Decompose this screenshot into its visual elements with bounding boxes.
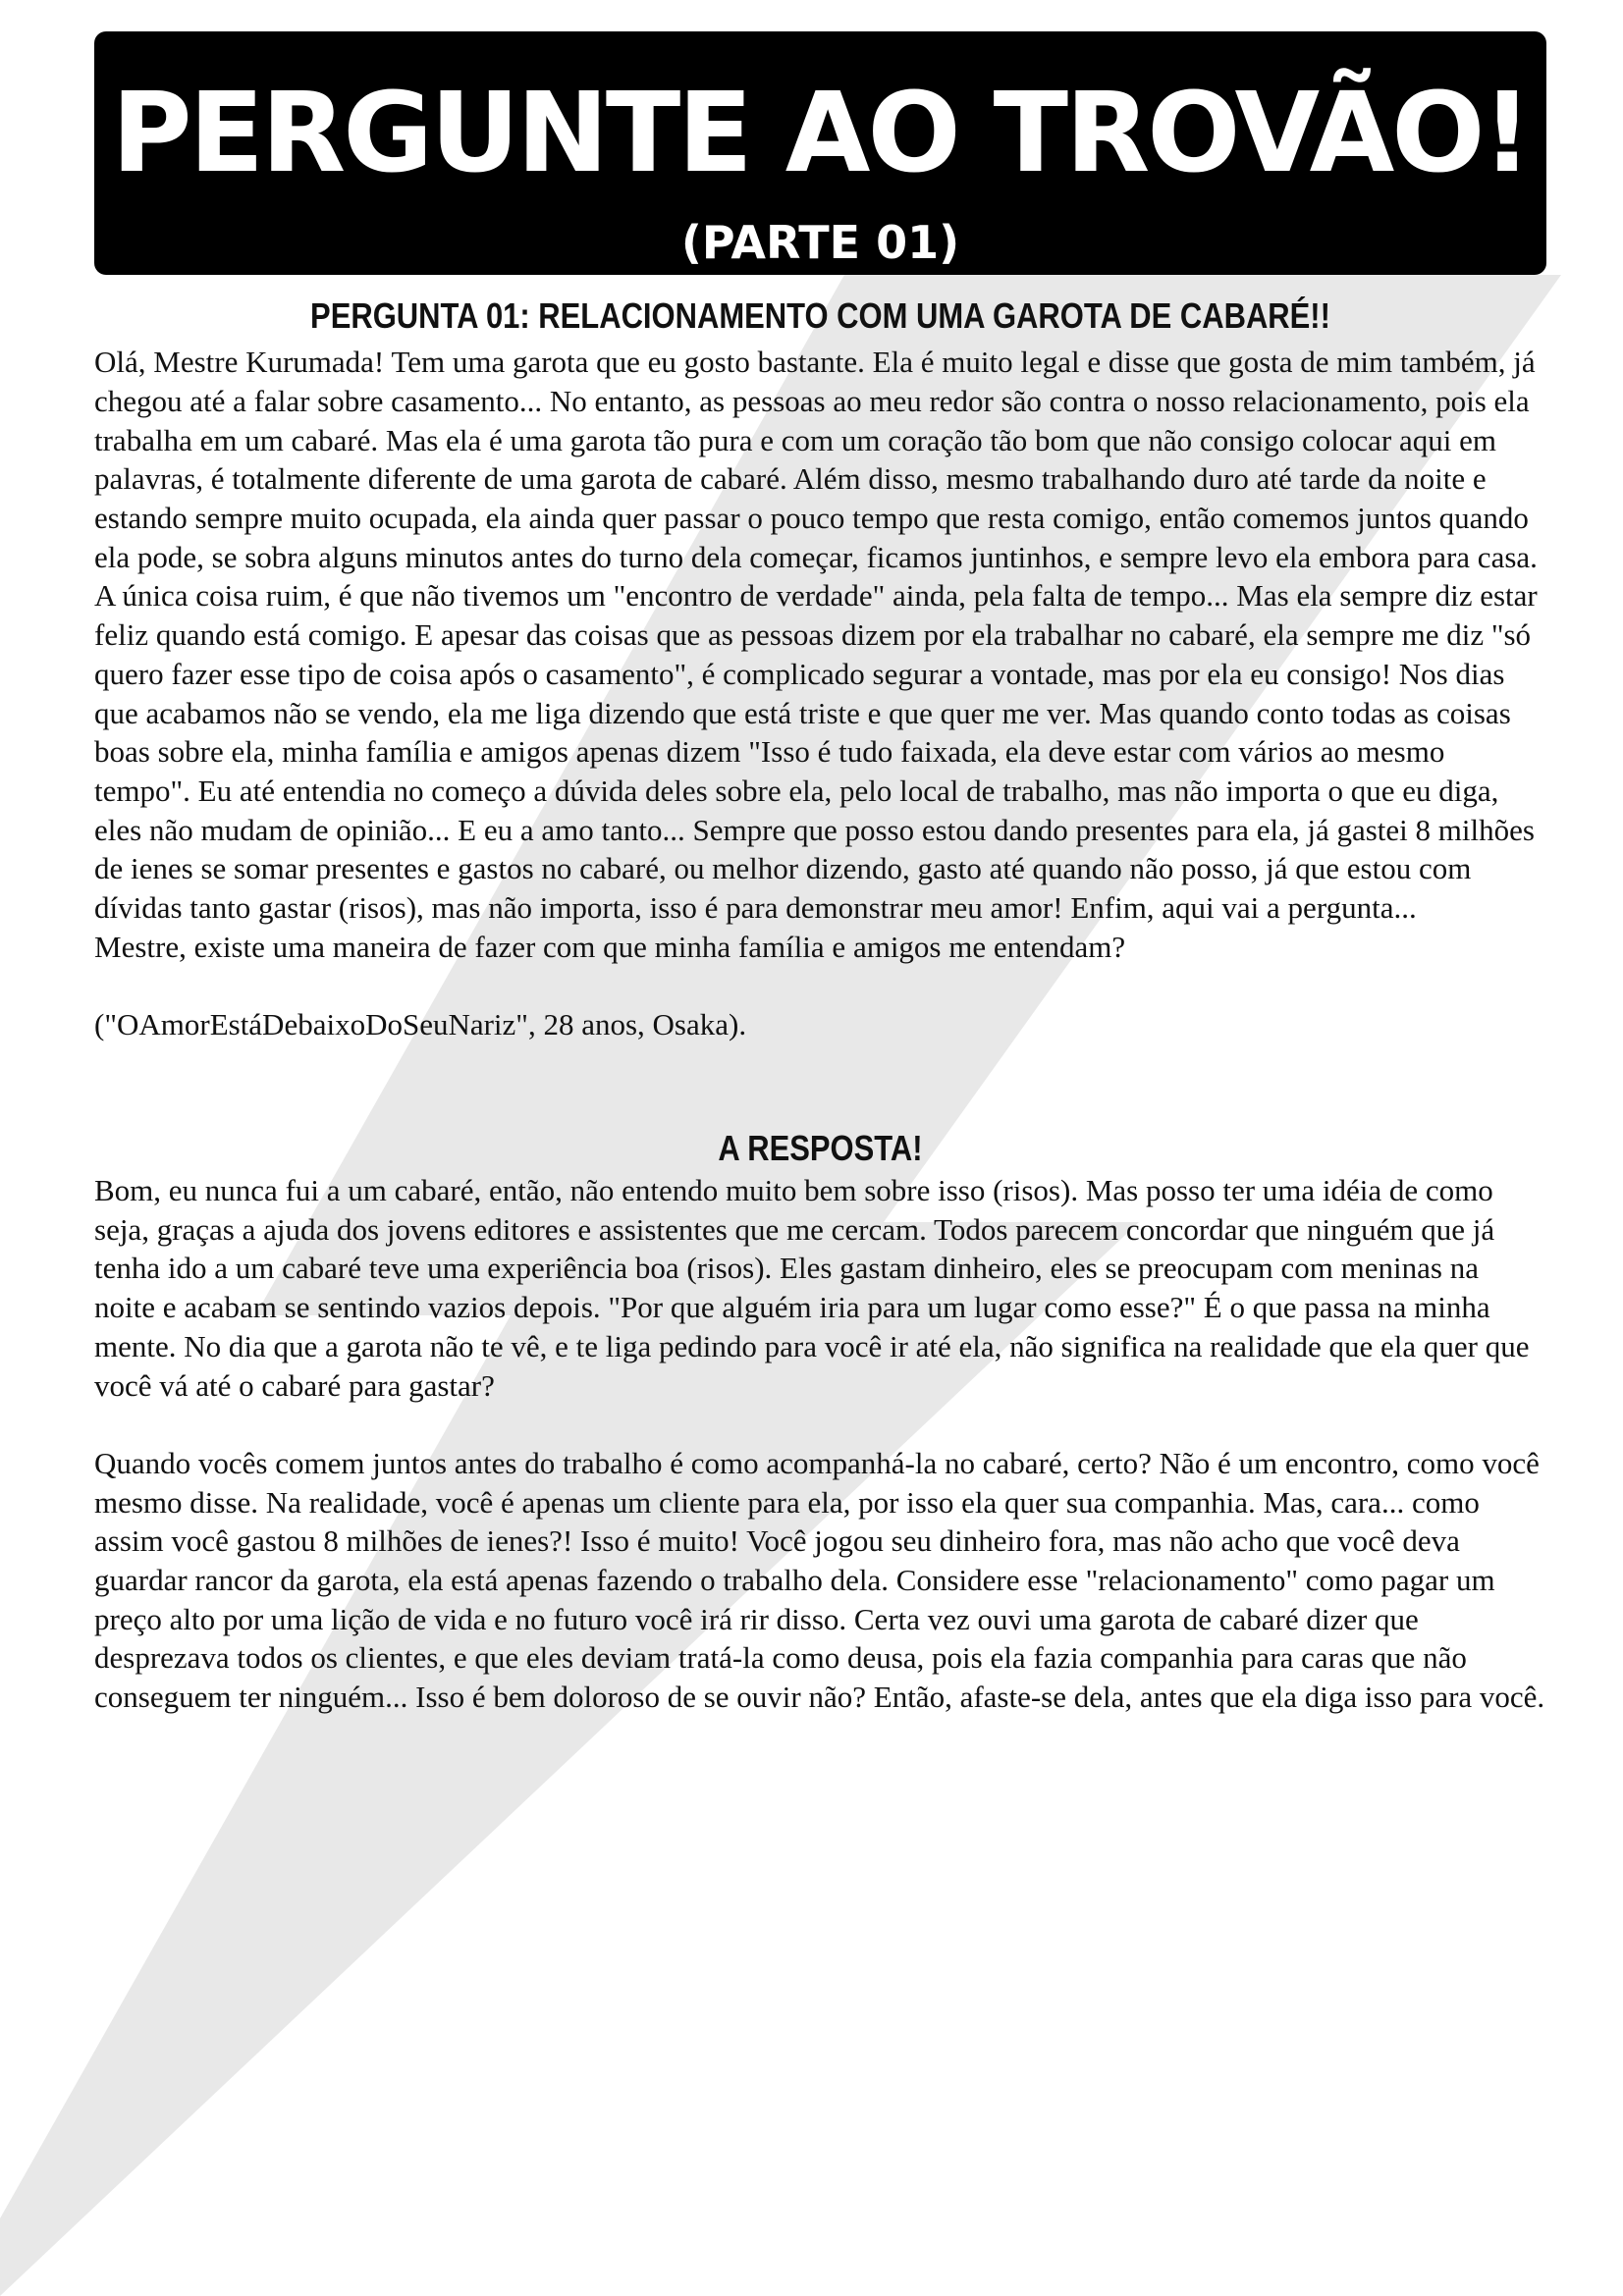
article-content xyxy=(94,294,1546,1717)
spacer xyxy=(94,1405,1546,1444)
spacer xyxy=(94,966,1546,1005)
answer-heading: A RESPOSTA! xyxy=(718,1127,923,1168)
question-ask: Mestre, existe uma maneira de fazer com que minha família e amigos me entendam? xyxy=(94,929,1126,964)
page-subtitle: (PARTE 01) xyxy=(680,216,960,269)
question-body: Olá, Mestre Kurumada! Tem uma garota que eu gosto bastante. Ela é muito legal e disse que gosta de mim também, já chegou até a falar sobre casamento... No entanto, as pessoas ao meu redor são contra o nosso relacionamento, pois ela trabalha em um cabaré. Mas ela é uma garota tão pura e com um coração tão bom que não consigo colocar aqui em palavras, é totalmente diferente de uma garota de cabaré. Além disso, mesmo trabalhando duro até tarde da noite e estando sempre muito ocupada, ela ainda quer passar o pouco tempo que resta comigo, então comemos juntos quando ela pode, se sobra alguns minutos antes do turno dela começar, ficamos juntinhos, e sempre levo ela embora para casa. A única coisa ruim, é que não tivemos um "encontro de verdade" ainda, pela falta de tempo... Mas ela sempre diz estar feliz quando está comigo. E apesar das coisas que as pessoas dizem por ela trabalhar no cabaré, ela sempre me diz "só quero fazer esse tipo de coisa após o casamento", é complicado segurar a vontade, mas por ela eu consigo! Nos dias que acabamos não se vendo, ela me liga dizendo que está triste e que quer me ver. Mas quando conto todas as coisas boas sobre ela, minha família e amigos apenas dizem "Isso é tudo faixada, ela deve estar com vários ao mesmo tempo". Eu até entendia no começo a dúvida deles sobre ela, pelo local de trabalho, mas não importa o que eu diga, eles não mudam de opinião... E eu a amo tanto... Sempre que posso estou dando presentes para ela, já gastei 8 milhões de ienes se somar presentes e gastos no cabaré, ou melhor dizendo, gasto até quando não posso, já que estou com dívidas tanto gastar (risos), mas não importa, isso é para demonstrar meu amor! Enfim, aqui vai a pergunta... xyxy=(94,345,1538,926)
question-signature: ("OAmorEstáDebaixoDoSeuNariz", 28 anos, Osaka). xyxy=(94,1007,747,1042)
answer-paragraph-2: Quando vocês comem juntos antes do trabalho é como acompanhá-la no cabaré, certo? Não é um encontro, como você mesmo disse. Na realidade, você é apenas um cliente para ela, por isso ela quer sua companhia. Mas, cara... como assim você gastou 8 milhões de ienes?! Isso é muito! Você jogou seu dinheiro fora, mas não acho que você deva guardar rancor da garota, ela está apenas fazendo o trabalho dela. Considere esse "relacionamento" como pagar um preço alto por uma lição de vida e no futuro você irá rir disso. Certa vez ouvi uma garota de cabaré dizer que desprezava todos os clientes, e que eles deviam tratá-la como deusa, pois ela fazia companhia para caras que não conseguem ter ninguém... Isso é bem doloroso de se ouvir não? Então, afaste-se dela, antes que ela diga isso para você. xyxy=(94,1445,1545,1715)
page-title: PERGUNTE AO TROVÃO! xyxy=(111,70,1530,197)
header-banner xyxy=(94,31,1546,275)
question-heading: PERGUNTA 01: RELACIONAMENTO COM UMA GAROTA DE CABARÉ!! xyxy=(310,295,1330,336)
answer-paragraph-1: Bom, eu nunca fui a um cabaré, então, não entendo muito bem sobre isso (risos). Mas posso ter uma idéia de como seja, graças a ajuda dos jovens editores e assistentes que me cercam. Todos parecem concordar que ninguém que já tenha ido a um cabaré teve uma experiência boa (risos). Eles gastam dinheiro, eles se preocupam com meninas na noite e acabam se sentindo vazios depois. "Por que alguém iria para um lugar como esse?" É o que passa na minha mente. No dia que a garota não te vê, e te liga pedindo para você ir até ela, não significa na realidade que ela quer que você vá até o cabaré para gastar? xyxy=(94,1173,1530,1403)
